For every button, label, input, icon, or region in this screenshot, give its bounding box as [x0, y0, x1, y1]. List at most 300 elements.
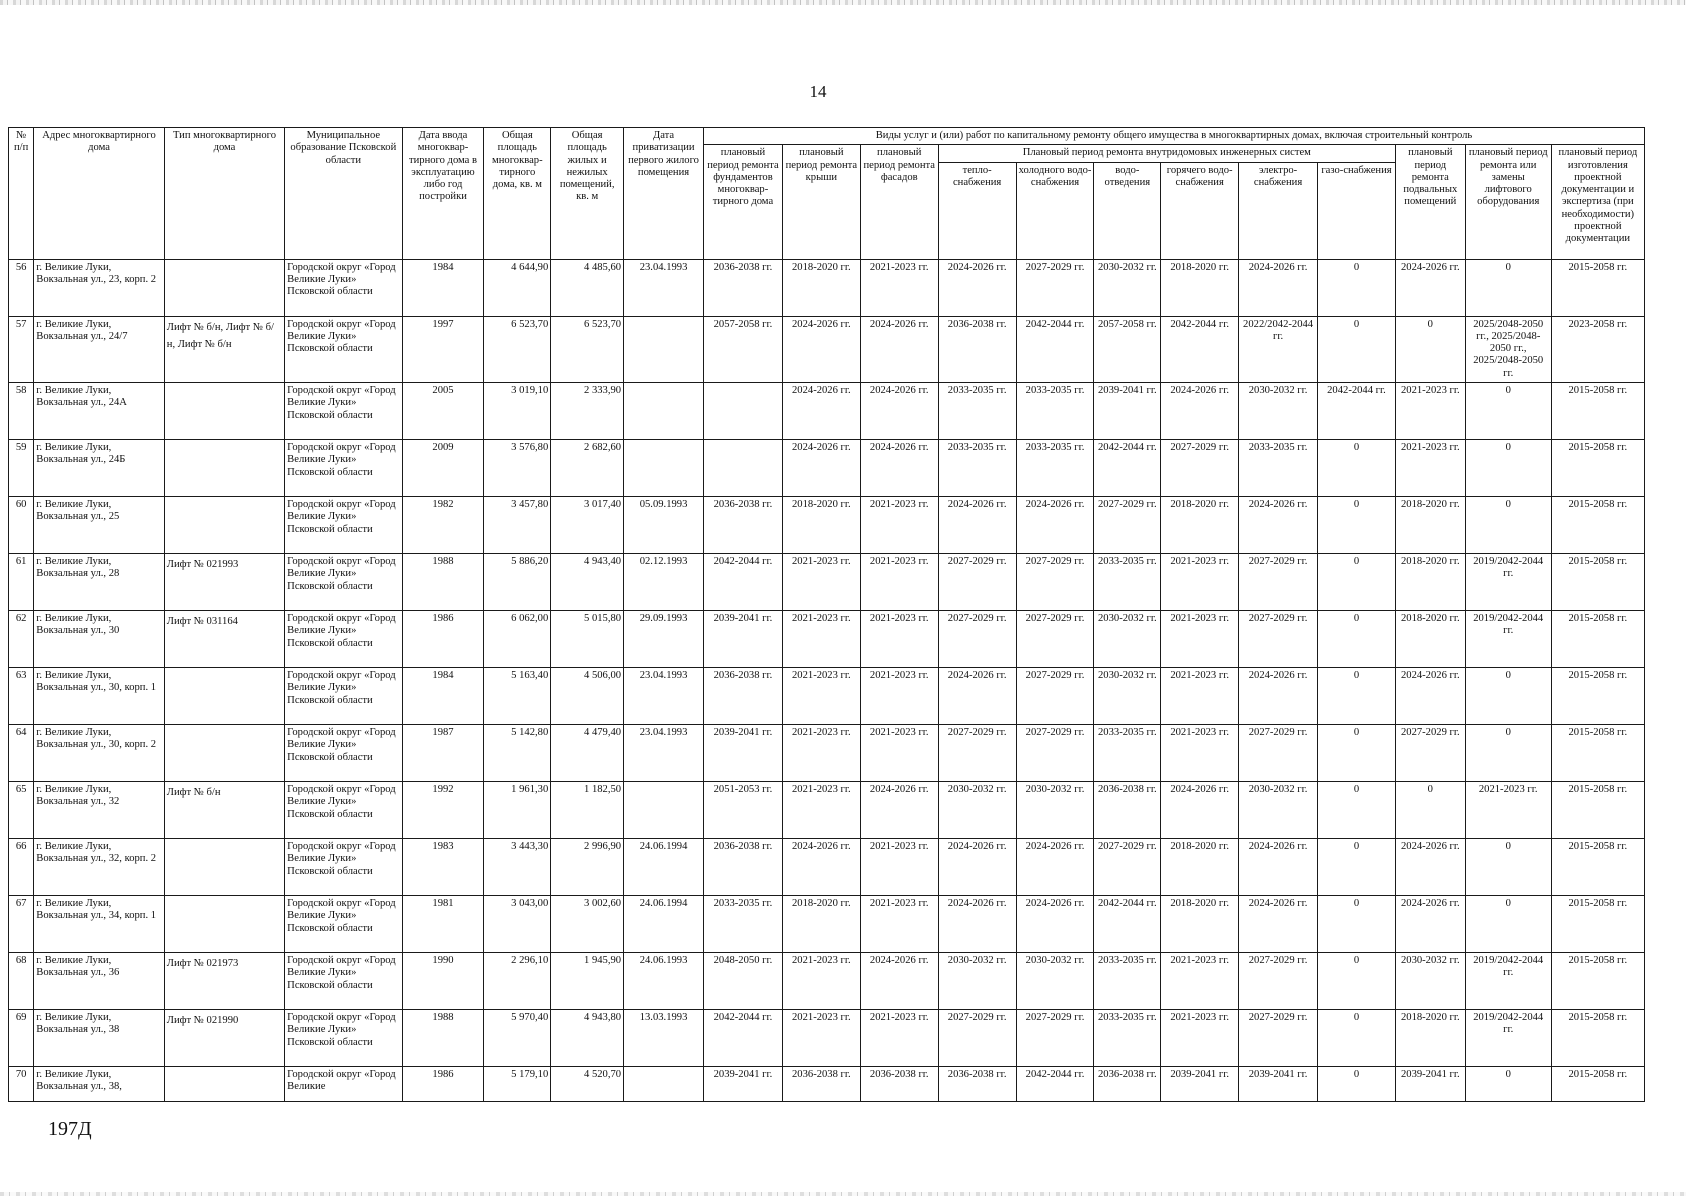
foundation-cell: 2042-2044 гг. [704, 553, 783, 610]
row-number: 61 [9, 553, 34, 610]
design-docs-cell: 2015-2058 гг. [1551, 952, 1644, 1009]
drainage-cell: 2042-2044 гг. [1094, 439, 1161, 496]
privatization-cell: 24.06.1993 [624, 952, 704, 1009]
header-address: Адрес многоквартирного дома [34, 128, 165, 260]
year-cell: 1983 [402, 838, 484, 895]
municipality-cell: Городской округ «Город Великие Луки» Псковской области [285, 838, 402, 895]
basement-cell: 2027-2029 гг. [1395, 724, 1465, 781]
cold-water-cell: 2024-2026 гг. [1016, 838, 1094, 895]
electric-cell: 2030-2032 гг. [1239, 781, 1318, 838]
cold-water-cell: 2033-2035 гг. [1016, 382, 1094, 439]
house-type-cell: Лифт № б/н [164, 781, 284, 838]
foundation-cell [704, 382, 783, 439]
year-cell: 1986 [402, 610, 484, 667]
heat-cell: 2024-2026 гг. [938, 496, 1016, 553]
total-area-cell: 2 296,10 [484, 952, 551, 1009]
living-area-cell: 4 520,70 [551, 1066, 624, 1101]
total-area-cell: 3 043,00 [484, 895, 551, 952]
gas-cell: 2042-2044 гг. [1318, 382, 1396, 439]
address-cell: г. Великие Луки, Вокзальная ул., 24Б [34, 439, 165, 496]
privatization-cell: 24.06.1994 [624, 838, 704, 895]
cold-water-cell: 2024-2026 гг. [1016, 895, 1094, 952]
address-cell: г. Великие Луки, Вокзальная ул., 30 [34, 610, 165, 667]
living-area-cell: 1 945,90 [551, 952, 624, 1009]
cold-water-cell: 2024-2026 гг. [1016, 496, 1094, 553]
living-area-cell: 4 943,40 [551, 553, 624, 610]
table-body [9, 259, 1645, 1101]
house-type-cell [164, 838, 284, 895]
drainage-cell: 2057-2058 гг. [1094, 316, 1161, 382]
header-privatization-date: Дата приватизации первого жилого помещения [624, 128, 704, 260]
elevator-cell: 0 [1465, 439, 1551, 496]
privatization-cell [624, 439, 704, 496]
house-type-cell: Лифт № 021993 [164, 553, 284, 610]
year-cell: 1987 [402, 724, 484, 781]
cold-water-cell: 2042-2044 гг. [1016, 316, 1094, 382]
total-area-cell: 5 179,10 [484, 1066, 551, 1101]
heat-cell: 2030-2032 гг. [938, 952, 1016, 1009]
total-area-cell: 3 457,80 [484, 496, 551, 553]
roof-cell: 2024-2026 гг. [782, 316, 860, 382]
hot-water-cell: 2024-2026 гг. [1161, 382, 1239, 439]
roof-cell: 2018-2020 гг. [782, 895, 860, 952]
cold-water-cell: 2027-2029 гг. [1016, 667, 1094, 724]
hot-water-cell: 2039-2041 гг. [1161, 1066, 1239, 1101]
elevator-cell: 2019/2042-2044 гг. [1465, 610, 1551, 667]
municipality-cell: Городской округ «Город Великие Луки» Псковской области [285, 895, 402, 952]
house-type-cell: Лифт № 021973 [164, 952, 284, 1009]
gas-cell: 0 [1318, 610, 1396, 667]
repair-schedule-table [8, 127, 1645, 1102]
row-number: 68 [9, 952, 34, 1009]
total-area-cell: 3 576,80 [484, 439, 551, 496]
header-living-area: Общая площадь жилых и нежилых помещений, кв. м [551, 128, 624, 260]
table-row [9, 895, 1645, 952]
privatization-cell: 23.04.1993 [624, 724, 704, 781]
roof-cell: 2018-2020 гг. [782, 496, 860, 553]
elevator-cell: 0 [1465, 496, 1551, 553]
foundation-cell: 2051-2053 гг. [704, 781, 783, 838]
privatization-cell [624, 1066, 704, 1101]
address-cell: г. Великие Луки, Вокзальная ул., 23, корп. 2 [34, 259, 165, 316]
hot-water-cell: 2021-2023 гг. [1161, 667, 1239, 724]
total-area-cell: 3 019,10 [484, 382, 551, 439]
basement-cell: 2024-2026 гг. [1395, 838, 1465, 895]
total-area-cell: 1 961,30 [484, 781, 551, 838]
electric-cell: 2024-2026 гг. [1239, 496, 1318, 553]
facade-cell: 2021-2023 гг. [860, 496, 938, 553]
elevator-cell: 2019/2042-2044 гг. [1465, 1009, 1551, 1066]
drainage-cell: 2033-2035 гг. [1094, 553, 1161, 610]
cold-water-cell: 2033-2035 гг. [1016, 439, 1094, 496]
hot-water-cell: 2027-2029 гг. [1161, 439, 1239, 496]
facade-cell: 2021-2023 гг. [860, 1009, 938, 1066]
facade-cell: 2024-2026 гг. [860, 316, 938, 382]
electric-cell: 2022/2042-2044 гг. [1239, 316, 1318, 382]
municipality-cell: Городской округ «Город Великие [285, 1066, 402, 1101]
address-cell: г. Великие Луки, Вокзальная ул., 25 [34, 496, 165, 553]
table-row [9, 610, 1645, 667]
heat-cell: 2027-2029 гг. [938, 1009, 1016, 1066]
table-row [9, 553, 1645, 610]
design-docs-cell: 2015-2058 гг. [1551, 382, 1644, 439]
header-cold-water: холодного водо-снабжения [1016, 162, 1094, 259]
address-cell: г. Великие Луки, Вокзальная ул., 30, корп. 1 [34, 667, 165, 724]
basement-cell: 2024-2026 гг. [1395, 895, 1465, 952]
address-cell: г. Великие Луки, Вокзальная ул., 24А [34, 382, 165, 439]
heat-cell: 2027-2029 гг. [938, 724, 1016, 781]
privatization-cell [624, 382, 704, 439]
elevator-cell: 0 [1465, 724, 1551, 781]
house-type-cell [164, 1066, 284, 1101]
design-docs-cell: 2015-2058 гг. [1551, 259, 1644, 316]
heat-cell: 2036-2038 гг. [938, 1066, 1016, 1101]
table-row [9, 1066, 1645, 1101]
roof-cell: 2021-2023 гг. [782, 781, 860, 838]
gas-cell: 0 [1318, 952, 1396, 1009]
elevator-cell: 0 [1465, 895, 1551, 952]
design-docs-cell: 2023-2058 гг. [1551, 316, 1644, 382]
facade-cell: 2021-2023 гг. [860, 838, 938, 895]
header-total-area: Общая площадь многоквар-тирного дома, кв. м [484, 128, 551, 260]
drainage-cell: 2027-2029 гг. [1094, 838, 1161, 895]
row-number: 62 [9, 610, 34, 667]
roof-cell: 2021-2023 гг. [782, 1009, 860, 1066]
elevator-cell: 0 [1465, 382, 1551, 439]
design-docs-cell: 2015-2058 гг. [1551, 553, 1644, 610]
drainage-cell: 2033-2035 гг. [1094, 724, 1161, 781]
total-area-cell: 5 163,40 [484, 667, 551, 724]
gas-cell: 0 [1318, 895, 1396, 952]
municipality-cell: Городской округ «Город Великие Луки» Псковской области [285, 610, 402, 667]
electric-cell: 2039-2041 гг. [1239, 1066, 1318, 1101]
cold-water-cell: 2030-2032 гг. [1016, 952, 1094, 1009]
privatization-cell: 23.04.1993 [624, 667, 704, 724]
foundation-cell: 2036-2038 гг. [704, 496, 783, 553]
living-area-cell: 2 682,60 [551, 439, 624, 496]
roof-cell: 2021-2023 гг. [782, 724, 860, 781]
cold-water-cell: 2027-2029 гг. [1016, 259, 1094, 316]
heat-cell: 2033-2035 гг. [938, 382, 1016, 439]
header-commission-date: Дата ввода многоквар-тирного дома в эксплуатацию либо год постройки [402, 128, 484, 260]
heat-cell: 2033-2035 гг. [938, 439, 1016, 496]
living-area-cell: 2 333,90 [551, 382, 624, 439]
year-cell: 1984 [402, 667, 484, 724]
basement-cell: 2039-2041 гг. [1395, 1066, 1465, 1101]
facade-cell: 2024-2026 гг. [860, 439, 938, 496]
gas-cell: 0 [1318, 553, 1396, 610]
table-row [9, 496, 1645, 553]
elevator-cell: 2025/2048-2050 гг., 2025/2048-2050 гг., 2025/2048-2050 гг. [1465, 316, 1551, 382]
design-docs-cell: 2015-2058 гг. [1551, 724, 1644, 781]
municipality-cell: Городской округ «Город Великие Луки» Псковской области [285, 382, 402, 439]
house-type-cell: Лифт № б/н, Лифт № б/н, Лифт № б/н [164, 316, 284, 382]
gas-cell: 0 [1318, 724, 1396, 781]
municipality-cell: Городской округ «Город Великие Луки» Псковской области [285, 724, 402, 781]
table-header [9, 128, 1645, 260]
row-number: 64 [9, 724, 34, 781]
row-number: 59 [9, 439, 34, 496]
living-area-cell: 6 523,70 [551, 316, 624, 382]
house-type-cell [164, 667, 284, 724]
house-type-cell [164, 259, 284, 316]
row-number: 58 [9, 382, 34, 439]
municipality-cell: Городской округ «Город Великие Луки» Псковской области [285, 952, 402, 1009]
foundation-cell: 2036-2038 гг. [704, 259, 783, 316]
design-docs-cell: 2015-2058 гг. [1551, 439, 1644, 496]
house-type-cell [164, 724, 284, 781]
basement-cell: 2018-2020 гг. [1395, 610, 1465, 667]
drainage-cell: 2030-2032 гг. [1094, 259, 1161, 316]
living-area-cell: 5 015,80 [551, 610, 624, 667]
total-area-cell: 5 142,80 [484, 724, 551, 781]
gas-cell: 0 [1318, 781, 1396, 838]
privatization-cell: 05.09.1993 [624, 496, 704, 553]
living-area-cell: 4 943,80 [551, 1009, 624, 1066]
scan-edge-bottom [0, 1192, 1686, 1196]
gas-cell: 0 [1318, 1009, 1396, 1066]
drainage-cell: 2030-2032 гг. [1094, 667, 1161, 724]
design-docs-cell: 2015-2058 гг. [1551, 496, 1644, 553]
foundation-cell: 2039-2041 гг. [704, 610, 783, 667]
basement-cell: 2021-2023 гг. [1395, 382, 1465, 439]
hot-water-cell: 2018-2020 гг. [1161, 838, 1239, 895]
address-cell: г. Великие Луки, Вокзальная ул., 32, корп. 2 [34, 838, 165, 895]
municipality-cell: Городской округ «Город Великие Луки» Псковской области [285, 496, 402, 553]
design-docs-cell: 2015-2058 гг. [1551, 781, 1644, 838]
foundation-cell: 2039-2041 гг. [704, 724, 783, 781]
basement-cell: 2024-2026 гг. [1395, 667, 1465, 724]
total-area-cell: 5 886,20 [484, 553, 551, 610]
foundation-cell: 2036-2038 гг. [704, 667, 783, 724]
year-cell: 1982 [402, 496, 484, 553]
address-cell: г. Великие Луки, Вокзальная ул., 34, корп. 1 [34, 895, 165, 952]
hot-water-cell: 2018-2020 гг. [1161, 895, 1239, 952]
header-gas: газо-снабжения [1318, 162, 1396, 259]
row-number: 66 [9, 838, 34, 895]
elevator-cell: 0 [1465, 259, 1551, 316]
living-area-cell: 4 506,00 [551, 667, 624, 724]
basement-cell: 0 [1395, 316, 1465, 382]
heat-cell: 2027-2029 гг. [938, 553, 1016, 610]
row-number: 56 [9, 259, 34, 316]
hot-water-cell: 2021-2023 гг. [1161, 553, 1239, 610]
address-cell: г. Великие Луки, Вокзальная ул., 38, [34, 1066, 165, 1101]
electric-cell: 2033-2035 гг. [1239, 439, 1318, 496]
hot-water-cell: 2018-2020 гг. [1161, 496, 1239, 553]
address-cell: г. Великие Луки, Вокзальная ул., 32 [34, 781, 165, 838]
privatization-cell: 29.09.1993 [624, 610, 704, 667]
header-facade: плановый период ремонта фасадов [860, 145, 938, 259]
address-cell: г. Великие Луки, Вокзальная ул., 30, корп. 2 [34, 724, 165, 781]
row-number: 67 [9, 895, 34, 952]
year-cell: 1997 [402, 316, 484, 382]
house-type-cell: Лифт № 021990 [164, 1009, 284, 1066]
electric-cell: 2030-2032 гг. [1239, 382, 1318, 439]
living-area-cell: 3 002,60 [551, 895, 624, 952]
row-number: 63 [9, 667, 34, 724]
gas-cell: 0 [1318, 439, 1396, 496]
basement-cell: 0 [1395, 781, 1465, 838]
electric-cell: 2027-2029 гг. [1239, 952, 1318, 1009]
electric-cell: 2024-2026 гг. [1239, 667, 1318, 724]
roof-cell: 2021-2023 гг. [782, 553, 860, 610]
year-cell: 2009 [402, 439, 484, 496]
drainage-cell: 2036-2038 гг. [1094, 781, 1161, 838]
facade-cell: 2021-2023 гг. [860, 259, 938, 316]
living-area-cell: 2 996,90 [551, 838, 624, 895]
table-row [9, 259, 1645, 316]
year-cell: 1988 [402, 1009, 484, 1066]
table-row [9, 382, 1645, 439]
total-area-cell: 6 062,00 [484, 610, 551, 667]
row-number: 69 [9, 1009, 34, 1066]
table-row [9, 316, 1645, 382]
elevator-cell: 2021-2023 гг. [1465, 781, 1551, 838]
house-type-cell [164, 439, 284, 496]
foundation-cell: 2042-2044 гг. [704, 1009, 783, 1066]
elevator-cell: 2019/2042-2044 гг. [1465, 553, 1551, 610]
total-area-cell: 5 970,40 [484, 1009, 551, 1066]
heat-cell: 2036-2038 гг. [938, 316, 1016, 382]
privatization-cell: 23.04.1993 [624, 259, 704, 316]
elevator-cell: 2019/2042-2044 гг. [1465, 952, 1551, 1009]
hot-water-cell: 2021-2023 гг. [1161, 610, 1239, 667]
elevator-cell: 0 [1465, 667, 1551, 724]
hot-water-cell: 2021-2023 гг. [1161, 724, 1239, 781]
electric-cell: 2024-2026 гг. [1239, 895, 1318, 952]
foundation-cell: 2039-2041 гг. [704, 1066, 783, 1101]
municipality-cell: Городской округ «Город Великие Луки» Псковской области [285, 1009, 402, 1066]
header-works-group: Виды услуг и (или) работ по капитальному ремонту общего имущества в многоквартирных домах, включая строительный контроль [704, 128, 1645, 145]
roof-cell: 2021-2023 гг. [782, 952, 860, 1009]
drainage-cell: 2027-2029 гг. [1094, 496, 1161, 553]
year-cell: 1984 [402, 259, 484, 316]
cold-water-cell: 2027-2029 гг. [1016, 1009, 1094, 1066]
facade-cell: 2024-2026 гг. [860, 781, 938, 838]
year-cell: 1986 [402, 1066, 484, 1101]
drainage-cell: 2030-2032 гг. [1094, 610, 1161, 667]
living-area-cell: 4 485,60 [551, 259, 624, 316]
heat-cell: 2024-2026 гг. [938, 895, 1016, 952]
roof-cell: 2024-2026 гг. [782, 382, 860, 439]
living-area-cell: 4 479,40 [551, 724, 624, 781]
heat-cell: 2027-2029 гг. [938, 610, 1016, 667]
row-number: 65 [9, 781, 34, 838]
design-docs-cell: 2015-2058 гг. [1551, 1009, 1644, 1066]
gas-cell: 0 [1318, 667, 1396, 724]
house-type-cell [164, 895, 284, 952]
total-area-cell: 4 644,90 [484, 259, 551, 316]
facade-cell: 2036-2038 гг. [860, 1066, 938, 1101]
cold-water-cell: 2030-2032 гг. [1016, 781, 1094, 838]
municipality-cell: Городской округ «Город Великие Луки» Псковской области [285, 439, 402, 496]
foundation-cell: 2048-2050 гг. [704, 952, 783, 1009]
year-cell: 1981 [402, 895, 484, 952]
table-row [9, 1009, 1645, 1066]
header-electric: электро-снабжения [1239, 162, 1318, 259]
roof-cell: 2024-2026 гг. [782, 838, 860, 895]
gas-cell: 0 [1318, 838, 1396, 895]
gas-cell: 0 [1318, 496, 1396, 553]
drainage-cell: 2033-2035 гг. [1094, 952, 1161, 1009]
drainage-cell: 2036-2038 гг. [1094, 1066, 1161, 1101]
year-cell: 1992 [402, 781, 484, 838]
basement-cell: 2018-2020 гг. [1395, 1009, 1465, 1066]
privatization-cell [624, 316, 704, 382]
gas-cell: 0 [1318, 1066, 1396, 1101]
heat-cell: 2030-2032 гг. [938, 781, 1016, 838]
roof-cell: 2024-2026 гг. [782, 439, 860, 496]
foundation-cell: 2057-2058 гг. [704, 316, 783, 382]
drainage-cell: 2042-2044 гг. [1094, 895, 1161, 952]
address-cell: г. Великие Луки, Вокзальная ул., 28 [34, 553, 165, 610]
header-elevator: плановый период ремонта или замены лифтового оборудования [1465, 145, 1551, 259]
page-number: 14 [809, 82, 827, 101]
design-docs-cell: 2015-2058 гг. [1551, 895, 1644, 952]
municipality-cell: Городской округ «Город Великие Луки» Псковской области [285, 667, 402, 724]
living-area-cell: 3 017,40 [551, 496, 624, 553]
basement-cell: 2018-2020 гг. [1395, 553, 1465, 610]
cold-water-cell: 2027-2029 гг. [1016, 610, 1094, 667]
hot-water-cell: 2024-2026 гг. [1161, 781, 1239, 838]
facade-cell: 2021-2023 гг. [860, 724, 938, 781]
row-number: 60 [9, 496, 34, 553]
table-row [9, 724, 1645, 781]
basement-cell: 2030-2032 гг. [1395, 952, 1465, 1009]
header-roof: плановый период ремонта крыши [782, 145, 860, 259]
header-house-type: Тип многоквартирного дома [164, 128, 284, 260]
foundation-cell: 2036-2038 гг. [704, 838, 783, 895]
table-row [9, 781, 1645, 838]
foundation-cell [704, 439, 783, 496]
address-cell: г. Великие Луки, Вокзальная ул., 36 [34, 952, 165, 1009]
municipality-cell: Городской округ «Город Великие Луки» Псковской области [285, 259, 402, 316]
design-docs-cell: 2015-2058 гг. [1551, 838, 1644, 895]
basement-cell: 2024-2026 гг. [1395, 259, 1465, 316]
privatization-cell: 24.06.1994 [624, 895, 704, 952]
heat-cell: 2024-2026 гг. [938, 667, 1016, 724]
design-docs-cell: 2015-2058 гг. [1551, 667, 1644, 724]
row-number: 57 [9, 316, 34, 382]
foundation-cell: 2033-2035 гг. [704, 895, 783, 952]
gas-cell: 0 [1318, 316, 1396, 382]
header-heat: тепло-снабжения [938, 162, 1016, 259]
electric-cell: 2027-2029 гг. [1239, 610, 1318, 667]
house-type-cell: Лифт № 031164 [164, 610, 284, 667]
basement-cell: 2021-2023 гг. [1395, 439, 1465, 496]
living-area-cell: 1 182,50 [551, 781, 624, 838]
privatization-cell [624, 781, 704, 838]
design-docs-cell: 2015-2058 гг. [1551, 610, 1644, 667]
scan-edge-top [0, 0, 1686, 5]
heat-cell: 2024-2026 гг. [938, 838, 1016, 895]
cold-water-cell: 2042-2044 гг. [1016, 1066, 1094, 1101]
drainage-cell: 2039-2041 гг. [1094, 382, 1161, 439]
cold-water-cell: 2027-2029 гг. [1016, 553, 1094, 610]
basement-cell: 2018-2020 гг. [1395, 496, 1465, 553]
header-foundation: плановый период ремонта фундаментов многоквар-тирного дома [704, 145, 783, 259]
hot-water-cell: 2021-2023 гг. [1161, 1009, 1239, 1066]
header-design-docs: плановый период изготовления проектной документации и экспертиза (при необходимости) проектной документации [1551, 145, 1644, 259]
privatization-cell: 02.12.1993 [624, 553, 704, 610]
roof-cell: 2036-2038 гг. [782, 1066, 860, 1101]
privatization-cell: 13.03.1993 [624, 1009, 704, 1066]
total-area-cell: 3 443,30 [484, 838, 551, 895]
header-municipality: Муниципальное образование Псковской области [285, 128, 402, 260]
roof-cell: 2021-2023 гг. [782, 667, 860, 724]
header-drainage: водо-отведения [1094, 162, 1161, 259]
